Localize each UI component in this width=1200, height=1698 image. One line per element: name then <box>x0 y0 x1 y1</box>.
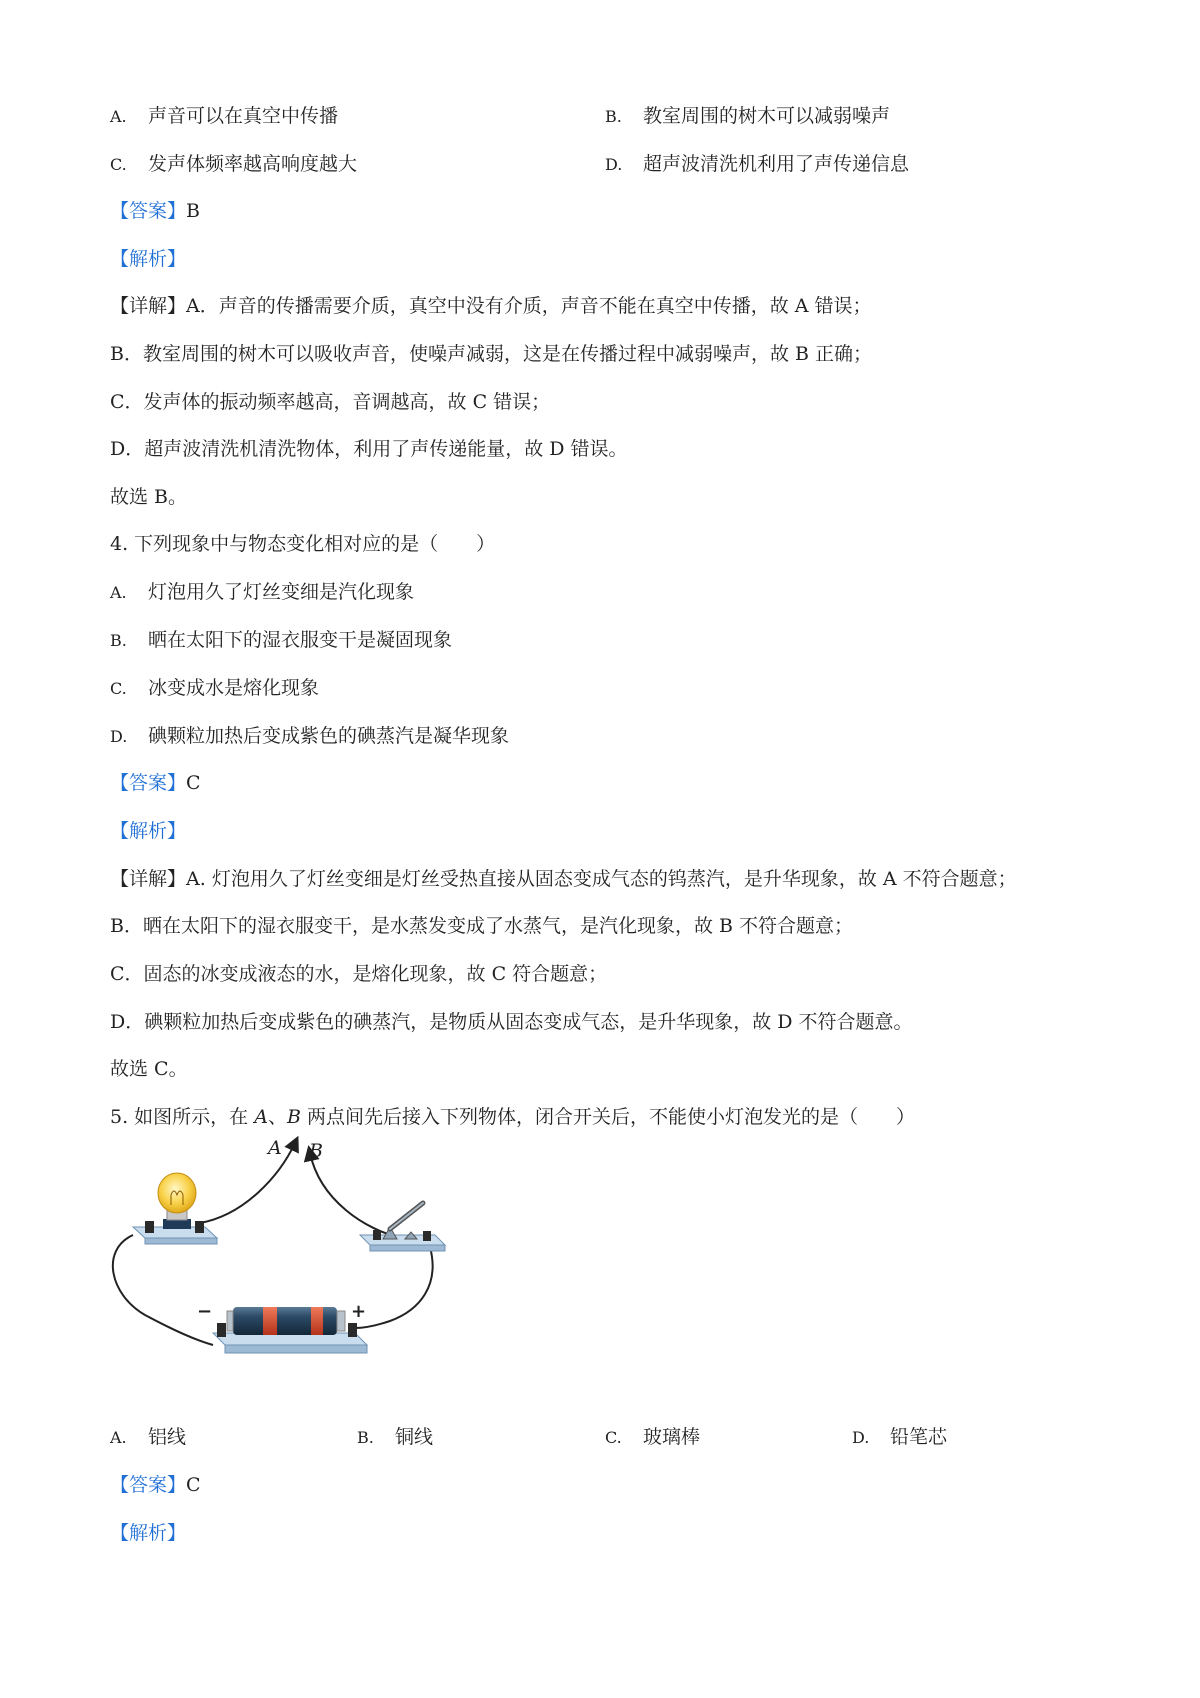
q3-conclusion: 故选 B。 <box>110 486 188 508</box>
q3-detail-d: D．超声波清洗机清洗物体，利用了声传递能量，故 D 错误。 <box>110 438 628 460</box>
q4-option-d-label: D. <box>110 727 128 746</box>
q4-conclusion: 故选 C。 <box>110 1058 188 1080</box>
q3-detail-1 <box>110 292 872 320</box>
q3-analysis <box>110 245 186 273</box>
q5-question-part-2: 两点间先后接入下列物体，闭合开关后，不能使小灯泡发光的是（ ） <box>300 1106 915 1128</box>
q3-option-d <box>605 150 909 179</box>
q3-option-c <box>110 150 357 179</box>
q3-analysis-tag: 【解析】 <box>110 248 187 270</box>
q4-detail-tag: 【详解】 <box>110 868 187 890</box>
q5-answer <box>110 1471 201 1499</box>
q4-detail-c: C．固态的冰变成液态的水，是熔化现象，故 C 符合题意； <box>110 963 608 985</box>
q3-answer <box>110 197 200 225</box>
q4-option-d <box>110 722 509 751</box>
q3-option-c-text: 发声体频率越高响度越大 <box>148 153 358 175</box>
q3-option-d-label: D. <box>605 155 623 174</box>
q4-option-b <box>110 626 452 655</box>
q4-option-b-text: 晒在太阳下的湿衣服变干是凝固现象 <box>148 629 453 651</box>
q4-detail-1 <box>110 865 1017 893</box>
q5-question <box>110 1103 915 1131</box>
q3-answer-tag: 【答案】 <box>110 200 187 222</box>
battery-positive-label: + <box>351 1301 367 1322</box>
q4-answer-value: C <box>186 772 201 794</box>
q4-option-b-label: B. <box>110 631 127 650</box>
q5-analysis <box>110 1519 186 1547</box>
q5-option-b-label: B. <box>357 1428 374 1447</box>
q4-analysis <box>110 817 186 845</box>
wire-right <box>355 1247 433 1328</box>
q3-detail-a: A．声音的传播需要介质，真空中没有介质，声音不能在真空中传播，故 A 错误； <box>186 295 872 317</box>
circuit-diagram <box>105 1135 505 1385</box>
q5-option-a-label: A. <box>110 1428 127 1447</box>
q5-option-c-text: 玻璃棒 <box>643 1426 701 1448</box>
q3-option-b-label: B. <box>605 107 622 126</box>
q4-option-c-label: C. <box>110 679 127 698</box>
q4-answer <box>110 769 201 797</box>
q5-separator: 、 <box>267 1106 287 1128</box>
q5-option-c <box>605 1423 700 1452</box>
q3-option-c-label: C. <box>110 155 127 174</box>
q5-option-b <box>357 1423 433 1452</box>
q3-option-d-text: 超声波清洗机利用了声传递信息 <box>643 153 910 175</box>
point-b-label: B <box>309 1140 323 1162</box>
q4-answer-tag: 【答案】 <box>110 772 187 794</box>
q4-option-a-text: 灯泡用久了灯丝变细是汽化现象 <box>148 581 415 603</box>
wire-to-point-b <box>310 1153 402 1238</box>
battery-icon <box>227 1307 345 1335</box>
q3-option-a-label: A. <box>110 107 127 126</box>
q4-question: 4. 下列现象中与物态变化相对应的是（ ） <box>110 533 496 555</box>
q4-detail-a: A. 灯泡用久了灯丝变细是灯丝受热直接从固态变成气态的钨蒸汽，是升华现象，故 A 不符合题意； <box>186 868 1017 890</box>
q4-option-d-text: 碘颗粒加热后变成紫色的碘蒸汽是凝华现象 <box>148 725 510 747</box>
q4-detail-b: B．晒在太阳下的湿衣服变干，是水蒸发变成了水蒸气，是汽化现象，故 B 不符合题意； <box>110 915 854 937</box>
q4-option-c <box>110 674 319 703</box>
q3-option-a-text: 声音可以在真空中传播 <box>148 105 339 127</box>
q5-option-d-label: D. <box>852 1428 870 1447</box>
light-bulb-icon <box>158 1173 196 1213</box>
q4-analysis-tag: 【解析】 <box>110 820 187 842</box>
q5-answer-tag: 【答案】 <box>110 1474 187 1496</box>
q5-option-d-text: 铅笔芯 <box>890 1426 948 1448</box>
q4-detail-d: D．碘颗粒加热后变成紫色的碘蒸汽，是物质从固态变成气态，是升华现象，故 D 不符合题意。 <box>110 1011 913 1033</box>
q5-point-b: B <box>286 1106 301 1128</box>
wire-left <box>113 1235 213 1345</box>
battery-negative-label: − <box>197 1301 213 1322</box>
q5-option-c-label: C. <box>605 1428 622 1447</box>
q3-detail-c: C．发声体的振动频率越高，音调越高，故 C 错误； <box>110 391 551 413</box>
q4-option-c-text: 冰变成水是熔化现象 <box>148 677 320 699</box>
q5-analysis-tag: 【解析】 <box>110 1522 187 1544</box>
q4-option-a <box>110 578 414 607</box>
q5-answer-value: C <box>186 1474 201 1496</box>
q3-option-a <box>110 102 338 131</box>
q5-option-a-text: 铝线 <box>148 1426 187 1448</box>
q5-question-part-1: 5. 如图所示，在 <box>110 1106 255 1128</box>
q5-point-a: A <box>254 1106 268 1128</box>
q5-option-b-text: 铜线 <box>395 1426 434 1448</box>
q4-option-a-label: A. <box>110 583 127 602</box>
bulb-holder <box>133 1209 217 1244</box>
q3-detail-tag: 【详解】 <box>110 295 187 317</box>
q3-option-b <box>605 102 890 131</box>
q3-detail-b: B．教室周围的树木可以吸收声音，使噪声减弱，这是在传播过程中减弱噪声，故 B 正确； <box>110 343 873 365</box>
q5-option-a <box>110 1423 186 1452</box>
q3-answer-value: B <box>186 200 200 222</box>
q5-option-d <box>852 1423 947 1452</box>
point-a-label: A <box>268 1137 282 1159</box>
q3-option-b-text: 教室周围的树木可以减弱噪声 <box>643 105 891 127</box>
